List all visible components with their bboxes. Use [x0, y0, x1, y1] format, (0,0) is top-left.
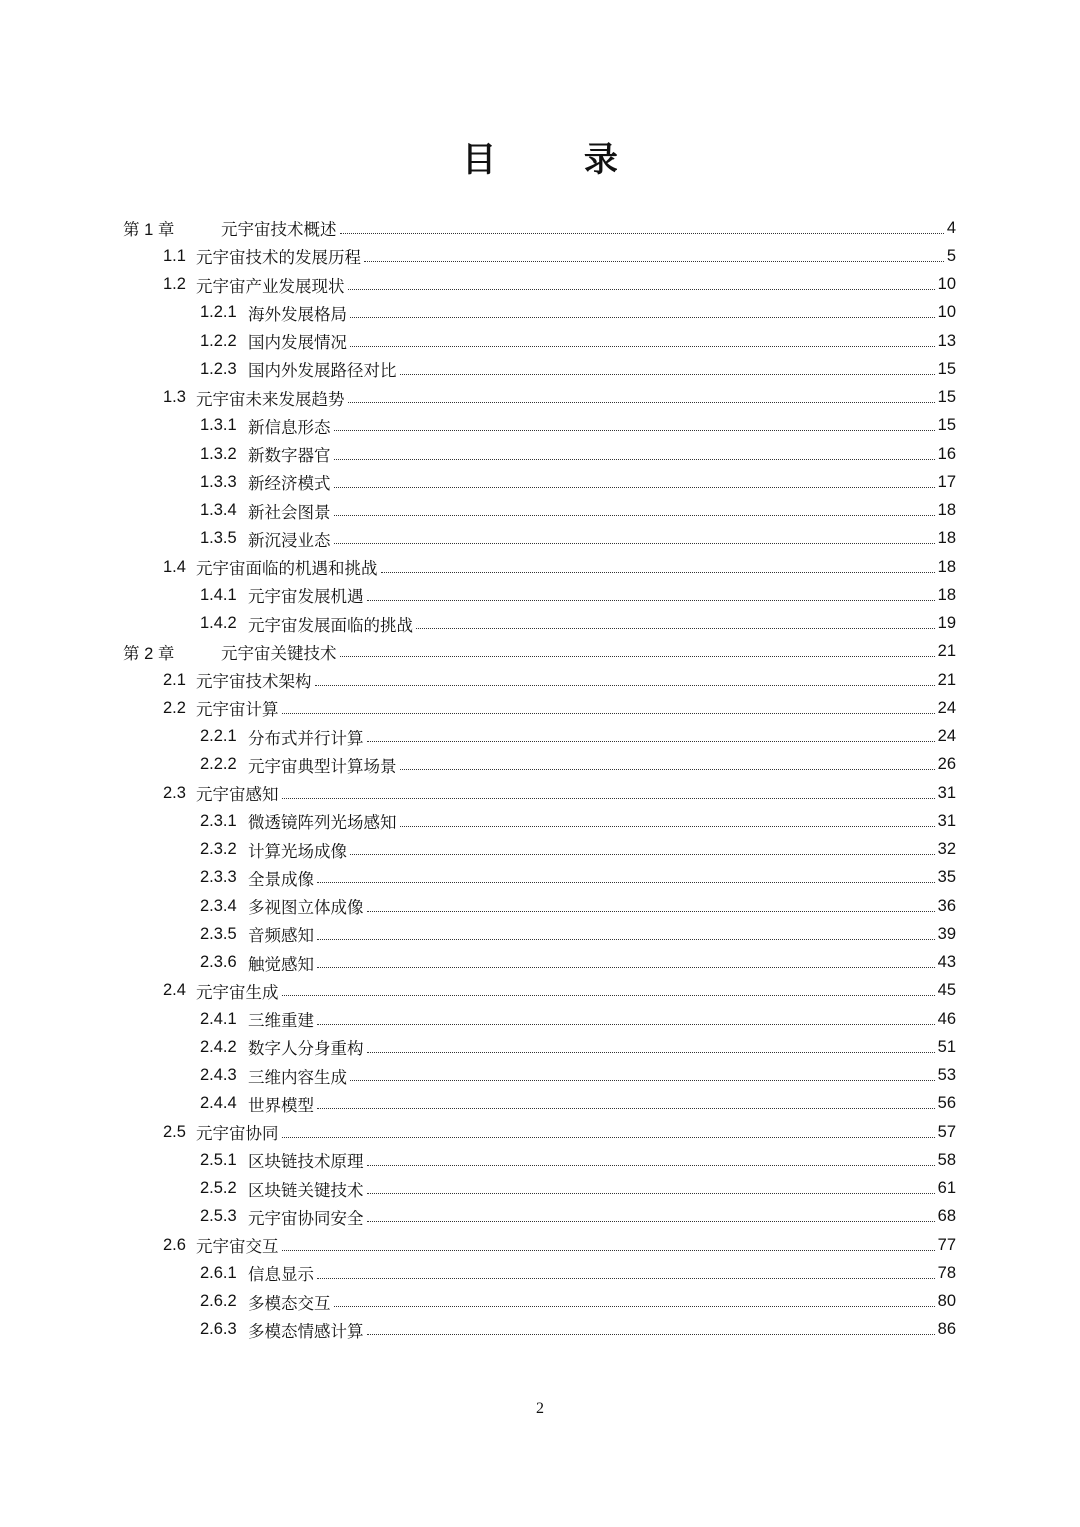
toc-entry-number: 1.2.2	[200, 331, 237, 350]
toc-entry-page: 4	[946, 218, 956, 237]
toc-entry[interactable]	[123, 412, 956, 440]
toc-entry-label: 元宇宙发展机遇	[248, 587, 364, 607]
toc-entry-number: 2.4.2	[200, 1037, 237, 1056]
toc-title: 目 录	[462, 140, 656, 180]
toc-entry[interactable]	[123, 1090, 956, 1118]
toc-entry-page: 13	[937, 331, 956, 350]
toc-entry-label: 分布式并行计算	[248, 728, 364, 748]
toc-entry[interactable]	[123, 1062, 956, 1090]
dot-leader	[282, 1250, 935, 1251]
dot-leader	[364, 261, 944, 262]
toc-entry[interactable]	[123, 892, 956, 920]
dot-leader	[367, 1193, 935, 1194]
toc-entry-number: 1.3	[163, 388, 186, 407]
toc-entry-page: 16	[937, 444, 956, 463]
dot-leader	[317, 882, 935, 883]
toc-entry-label: 元宇宙面临的机遇和挑战	[196, 559, 378, 579]
toc-entry-page: 32	[937, 840, 956, 859]
toc-entry-label: 元宇宙计算	[196, 700, 279, 720]
dot-leader	[367, 1165, 935, 1166]
toc-entry-label: 元宇宙技术架构	[196, 672, 312, 692]
dot-leader	[416, 628, 935, 629]
toc-entry-page: 68	[937, 1207, 956, 1226]
toc-entry-page: 77	[937, 1235, 956, 1254]
page-number: 2	[536, 1400, 544, 1417]
toc-entry-label: 新社会图景	[248, 502, 331, 522]
toc-entry-number: 2.5	[163, 1122, 186, 1141]
toc-entry[interactable]	[123, 1231, 956, 1259]
toc-entry-page: 57	[937, 1122, 956, 1141]
toc-entry[interactable]	[123, 807, 956, 835]
toc-entry-label: 国内外发展路径对比	[248, 361, 397, 381]
toc-entry-number: 2.4.4	[200, 1094, 237, 1113]
toc-entry-number: 2.5.2	[200, 1179, 237, 1198]
toc-entry-number: 2.2.1	[200, 727, 237, 746]
dot-leader	[367, 911, 935, 912]
toc-entry-label: 区块链技术原理	[248, 1152, 364, 1172]
toc-entry[interactable]	[123, 497, 956, 525]
dot-leader	[317, 939, 935, 940]
toc-entry[interactable]	[123, 1033, 956, 1061]
toc-entry[interactable]	[123, 751, 956, 779]
dot-leader	[317, 1024, 935, 1025]
toc-entry-label: 区块链关键技术	[248, 1180, 364, 1200]
toc-entry[interactable]	[123, 581, 956, 609]
toc-entry[interactable]	[123, 355, 956, 383]
toc-entry-page: 80	[937, 1292, 956, 1311]
toc-entry-page: 36	[937, 896, 956, 915]
toc-entry-number: 2.3.5	[200, 924, 237, 943]
toc-entry-label: 三维重建	[248, 1011, 314, 1031]
toc-entry-number: 2.6.3	[200, 1320, 237, 1339]
toc-entry-page: 58	[937, 1150, 956, 1169]
toc-entry[interactable]	[123, 242, 956, 270]
toc-entry-label: 元宇宙生成	[196, 982, 279, 1002]
toc-entry-number: 1.4.2	[200, 614, 237, 633]
toc-entry-page: 21	[937, 642, 956, 661]
toc-entry-label: 元宇宙发展面临的挑战	[248, 615, 413, 635]
toc-entry[interactable]	[123, 1203, 956, 1231]
toc-entry-page: 21	[937, 670, 956, 689]
dot-leader	[334, 459, 935, 460]
toc-entry-number: 2.2.2	[200, 755, 237, 774]
toc-entry[interactable]	[123, 384, 956, 412]
toc-entry-number: 2.3	[163, 783, 186, 802]
dot-leader	[334, 515, 935, 516]
dot-leader	[317, 967, 935, 968]
toc-entry-label: 国内发展情况	[248, 333, 347, 353]
toc-entry-number: 2.3.2	[200, 840, 237, 859]
dot-leader	[282, 798, 935, 799]
toc-entry-label: 新数字器官	[248, 446, 331, 466]
toc-entry-number: 2.4.3	[200, 1066, 237, 1085]
toc-entry-page: 86	[937, 1320, 956, 1339]
toc-entry[interactable]	[123, 723, 956, 751]
toc-entry-label: 元宇宙技术概述	[221, 220, 337, 240]
toc-entry[interactable]	[123, 1175, 956, 1203]
toc-entry-page: 5	[946, 246, 956, 265]
dot-leader	[350, 1080, 935, 1081]
toc-entry[interactable]	[123, 977, 956, 1005]
toc-entry-page: 18	[937, 585, 956, 604]
toc-entry-label: 微透镜阵列光场感知	[248, 813, 397, 833]
toc-entry-label: 信息显示	[248, 1265, 314, 1285]
toc-entry-label: 数字人分身重构	[248, 1039, 364, 1059]
toc-entry-number: 1.3.4	[200, 501, 237, 520]
toc-entry[interactable]	[123, 299, 956, 327]
toc-entry-label: 元宇宙协同	[196, 1124, 279, 1144]
toc-entry-label: 计算光场成像	[248, 841, 347, 861]
toc-entry[interactable]	[123, 694, 956, 722]
dot-leader	[282, 1137, 935, 1138]
dot-leader	[350, 346, 935, 347]
toc-entry-page: 53	[937, 1066, 956, 1085]
toc-entry-number: 第 1 章	[123, 221, 175, 240]
toc-entry[interactable]	[123, 779, 956, 807]
toc-entry-number: 2.3.1	[200, 811, 237, 830]
toc-entry[interactable]	[123, 666, 956, 694]
toc-entry-page: 78	[937, 1263, 956, 1282]
dot-leader	[400, 374, 935, 375]
toc-entry[interactable]	[123, 1118, 956, 1146]
toc-entry[interactable]	[123, 1146, 956, 1174]
toc-entry-number: 2.6	[163, 1235, 186, 1254]
toc-entry-number: 2.6.2	[200, 1292, 237, 1311]
dot-leader	[334, 487, 935, 488]
toc-entry-page: 45	[937, 981, 956, 1000]
dot-leader	[315, 685, 935, 686]
toc-entry-label: 新经济模式	[248, 474, 331, 494]
toc-entry[interactable]	[123, 836, 956, 864]
toc-entry[interactable]	[123, 864, 956, 892]
toc-entry[interactable]	[123, 1288, 956, 1316]
toc-entry-page: 31	[937, 811, 956, 830]
toc-entry[interactable]	[123, 1259, 956, 1287]
toc-entry-number: 1.3.2	[200, 444, 237, 463]
toc-entry-number: 2.2	[163, 698, 186, 717]
toc-entry[interactable]	[123, 440, 956, 468]
toc-entry-page: 39	[937, 924, 956, 943]
toc-entry-number: 2.3.3	[200, 868, 237, 887]
toc-entry-label: 音频感知	[248, 926, 314, 946]
toc-entry-label: 新沉浸业态	[248, 530, 331, 550]
dot-leader	[340, 233, 944, 234]
dot-leader	[334, 430, 935, 431]
toc-entry-label: 多视图立体成像	[248, 898, 364, 918]
toc-entry-label: 新信息形态	[248, 417, 331, 437]
dot-leader	[367, 600, 935, 601]
dot-leader	[381, 572, 935, 573]
toc-entry[interactable]	[123, 1316, 956, 1344]
toc-entry-label: 多模态情感计算	[248, 1321, 364, 1341]
dot-leader	[400, 769, 935, 770]
toc-entry-number: 2.3.6	[200, 953, 237, 972]
toc-entry-label: 元宇宙感知	[196, 785, 279, 805]
toc-entry-number: 1.2.1	[200, 303, 237, 322]
toc-entry-number: 第 2 章	[123, 644, 175, 663]
toc-entry-number: 1.3.1	[200, 416, 237, 435]
toc-entry-number: 2.4	[163, 981, 186, 1000]
toc-entry-page: 51	[937, 1037, 956, 1056]
toc-entry-number: 2.1	[163, 670, 186, 689]
toc-entry[interactable]	[123, 638, 956, 666]
dot-leader	[367, 1052, 935, 1053]
toc-entry-label: 海外发展格局	[248, 304, 347, 324]
toc-entry-number: 2.3.4	[200, 896, 237, 915]
toc-entry-number: 1.2.3	[200, 359, 237, 378]
toc-entry-number: 2.5.3	[200, 1207, 237, 1226]
toc-entry-page: 15	[937, 416, 956, 435]
dot-leader	[334, 1306, 935, 1307]
toc-entry-page: 19	[937, 614, 956, 633]
toc-entry-label: 元宇宙典型计算场景	[248, 756, 397, 776]
toc-entry-number: 1.1	[163, 246, 186, 265]
toc-entry-label: 全景成像	[248, 869, 314, 889]
dot-leader	[282, 713, 935, 714]
toc-entry-page: 18	[937, 501, 956, 520]
toc-entry-page: 26	[937, 755, 956, 774]
toc-entry-label: 多模态交互	[248, 1293, 331, 1313]
dot-leader	[367, 1334, 935, 1335]
dot-leader	[350, 317, 935, 318]
dot-leader	[317, 1108, 935, 1109]
toc-entry-number: 2.6.1	[200, 1263, 237, 1282]
dot-leader	[334, 543, 935, 544]
dot-leader	[340, 656, 935, 657]
toc-entry-page: 46	[937, 1009, 956, 1028]
toc-entry-number: 1.2	[163, 275, 186, 294]
toc-entry-label: 元宇宙协同安全	[248, 1208, 364, 1228]
toc-entry[interactable]	[123, 553, 956, 581]
toc-entry-page: 18	[937, 557, 956, 576]
toc-entry-page: 56	[937, 1094, 956, 1113]
dot-leader	[348, 289, 935, 290]
toc-entry[interactable]	[123, 920, 956, 948]
toc-entry-number: 2.4.1	[200, 1009, 237, 1028]
toc-entry-page: 18	[937, 529, 956, 548]
toc-entry-page: 15	[937, 388, 956, 407]
toc-entry-label: 元宇宙关键技术	[221, 643, 337, 663]
toc-entry-label: 元宇宙产业发展现状	[196, 276, 345, 296]
toc-entry-page: 43	[937, 953, 956, 972]
toc-entry-number: 1.4	[163, 557, 186, 576]
toc-entry[interactable]	[123, 610, 956, 638]
toc-entry[interactable]	[123, 327, 956, 355]
toc-entry-page: 17	[937, 472, 956, 491]
toc-entry-label: 元宇宙技术的发展历程	[196, 248, 361, 268]
toc-entry-page: 24	[937, 727, 956, 746]
toc-entry-page: 10	[937, 303, 956, 322]
toc-entry-page: 31	[937, 783, 956, 802]
toc-entry-page: 24	[937, 698, 956, 717]
dot-leader	[367, 741, 935, 742]
dot-leader	[350, 854, 935, 855]
toc-entry-page: 10	[937, 275, 956, 294]
toc-entry[interactable]	[123, 271, 956, 299]
toc-entry-label: 元宇宙未来发展趋势	[196, 389, 345, 409]
toc-entry-number: 1.3.3	[200, 472, 237, 491]
table-of-contents	[123, 214, 956, 1344]
toc-entry-number: 1.3.5	[200, 529, 237, 548]
toc-entry-label: 元宇宙交互	[196, 1237, 279, 1257]
toc-entry[interactable]	[123, 949, 956, 977]
dot-leader	[367, 1221, 935, 1222]
toc-entry[interactable]	[123, 468, 956, 496]
toc-entry[interactable]	[123, 214, 956, 242]
toc-entry-label: 触觉感知	[248, 954, 314, 974]
dot-leader	[400, 826, 935, 827]
toc-entry-number: 1.4.1	[200, 585, 237, 604]
toc-entry-page: 61	[937, 1179, 956, 1198]
dot-leader	[282, 995, 935, 996]
toc-entry-page: 15	[937, 359, 956, 378]
toc-entry[interactable]	[123, 1005, 956, 1033]
toc-entry-label: 世界模型	[248, 1095, 314, 1115]
toc-entry[interactable]	[123, 525, 956, 553]
toc-entry-number: 2.5.1	[200, 1150, 237, 1169]
toc-entry-page: 35	[937, 868, 956, 887]
toc-entry-label: 三维内容生成	[248, 1067, 347, 1087]
dot-leader	[317, 1278, 935, 1279]
dot-leader	[348, 402, 935, 403]
